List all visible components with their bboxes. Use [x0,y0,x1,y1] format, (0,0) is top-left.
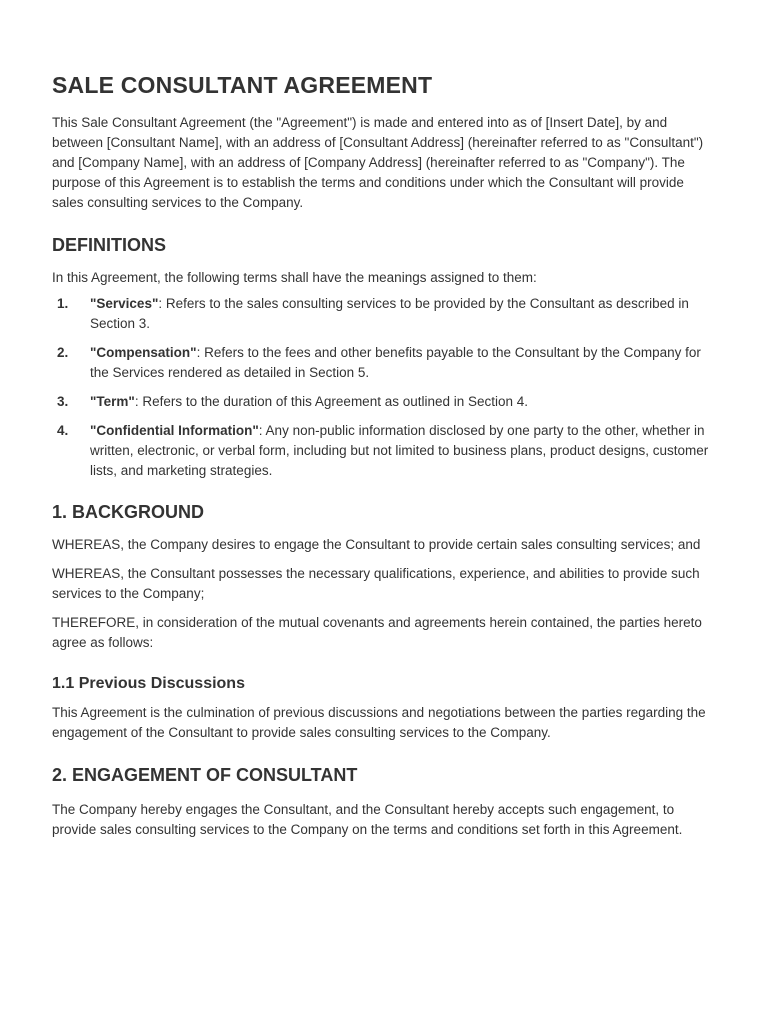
definition-item [52,392,710,412]
definition-text: : Refers to the sales consulting services to be provided by the Consultant as described in Section 3. [90,296,689,331]
definition-text: : Any non-public information disclosed by one party to the other, whether in written, electronic, or verbal form, including but not limited to business plans, product designs, customer lists, and marketing strategies. [90,423,709,478]
engagement-text: The Company hereby engages the Consultant, and the Consultant hereby accepts such engagement, to provide sales consulting services to the Company on the terms and conditions set forth in this Agreement. [52,802,683,837]
background-paragraph: THEREFORE, in consideration of the mutual covenants and agreements herein contained, the parties hereto agree as follows: [52,615,702,650]
background-paragraph: WHEREAS, the Company desires to engage the Consultant to provide certain sales consulting services; and [52,537,701,552]
previous-discussions-heading: 1.1 Previous Discussions [52,675,245,692]
definition-item [52,294,710,334]
definition-term: "Compensation" [90,345,197,360]
definition-term: "Services" [90,296,159,311]
definition-text: : Refers to the fees and other benefits payable to the Consultant by the Company for the Services rendered as detailed in Section 5. [90,345,701,380]
definition-number: 1. [57,296,69,311]
background-paragraph: WHEREAS, the Consultant possesses the necessary qualifications, experience, and abilities to provide such services to the Company; [52,566,700,601]
definition-term: "Confidential Information" [90,423,259,438]
definition-text: : Refers to the duration of this Agreement as outlined in Section 4. [134,394,529,409]
previous-discussions-text: This Agreement is the culmination of previous discussions and negotiations between the parties regarding the engagement of the Consultant to provide sales consulting services to the Company. [52,705,706,740]
definition-item [52,421,710,481]
definition-term: "Term" [90,394,135,409]
engagement-heading: 2. ENGAGEMENT OF CONSULTANT [52,765,358,785]
definitions-lead: In this Agreement, the following terms shall have the meanings assigned to them: [52,270,537,285]
definition-number: 4. [57,423,69,438]
definitions-heading: DEFINITIONS [52,235,167,255]
definition-item [52,343,710,383]
background-heading: 1. BACKGROUND [52,502,205,522]
document-title: SALE CONSULTANT AGREEMENT [52,72,433,98]
definition-number: 2. [57,345,69,360]
intro-paragraph: This Sale Consultant Agreement (the "Agreement") is made and entered into as of [Insert Date], by and between [Consultant Name], with an address of [Consultant Address] (hereinafter referred to as "Consultant") and [Company Name], with an address of [Company Address] (hereinafter referred to as "Company"). The purpose of this Agreement is to establish the terms and conditions under which the Consultant will provide sales consulting services to the Company. [52,115,704,210]
definitions-list [52,294,710,481]
definition-number: 3. [57,394,69,409]
